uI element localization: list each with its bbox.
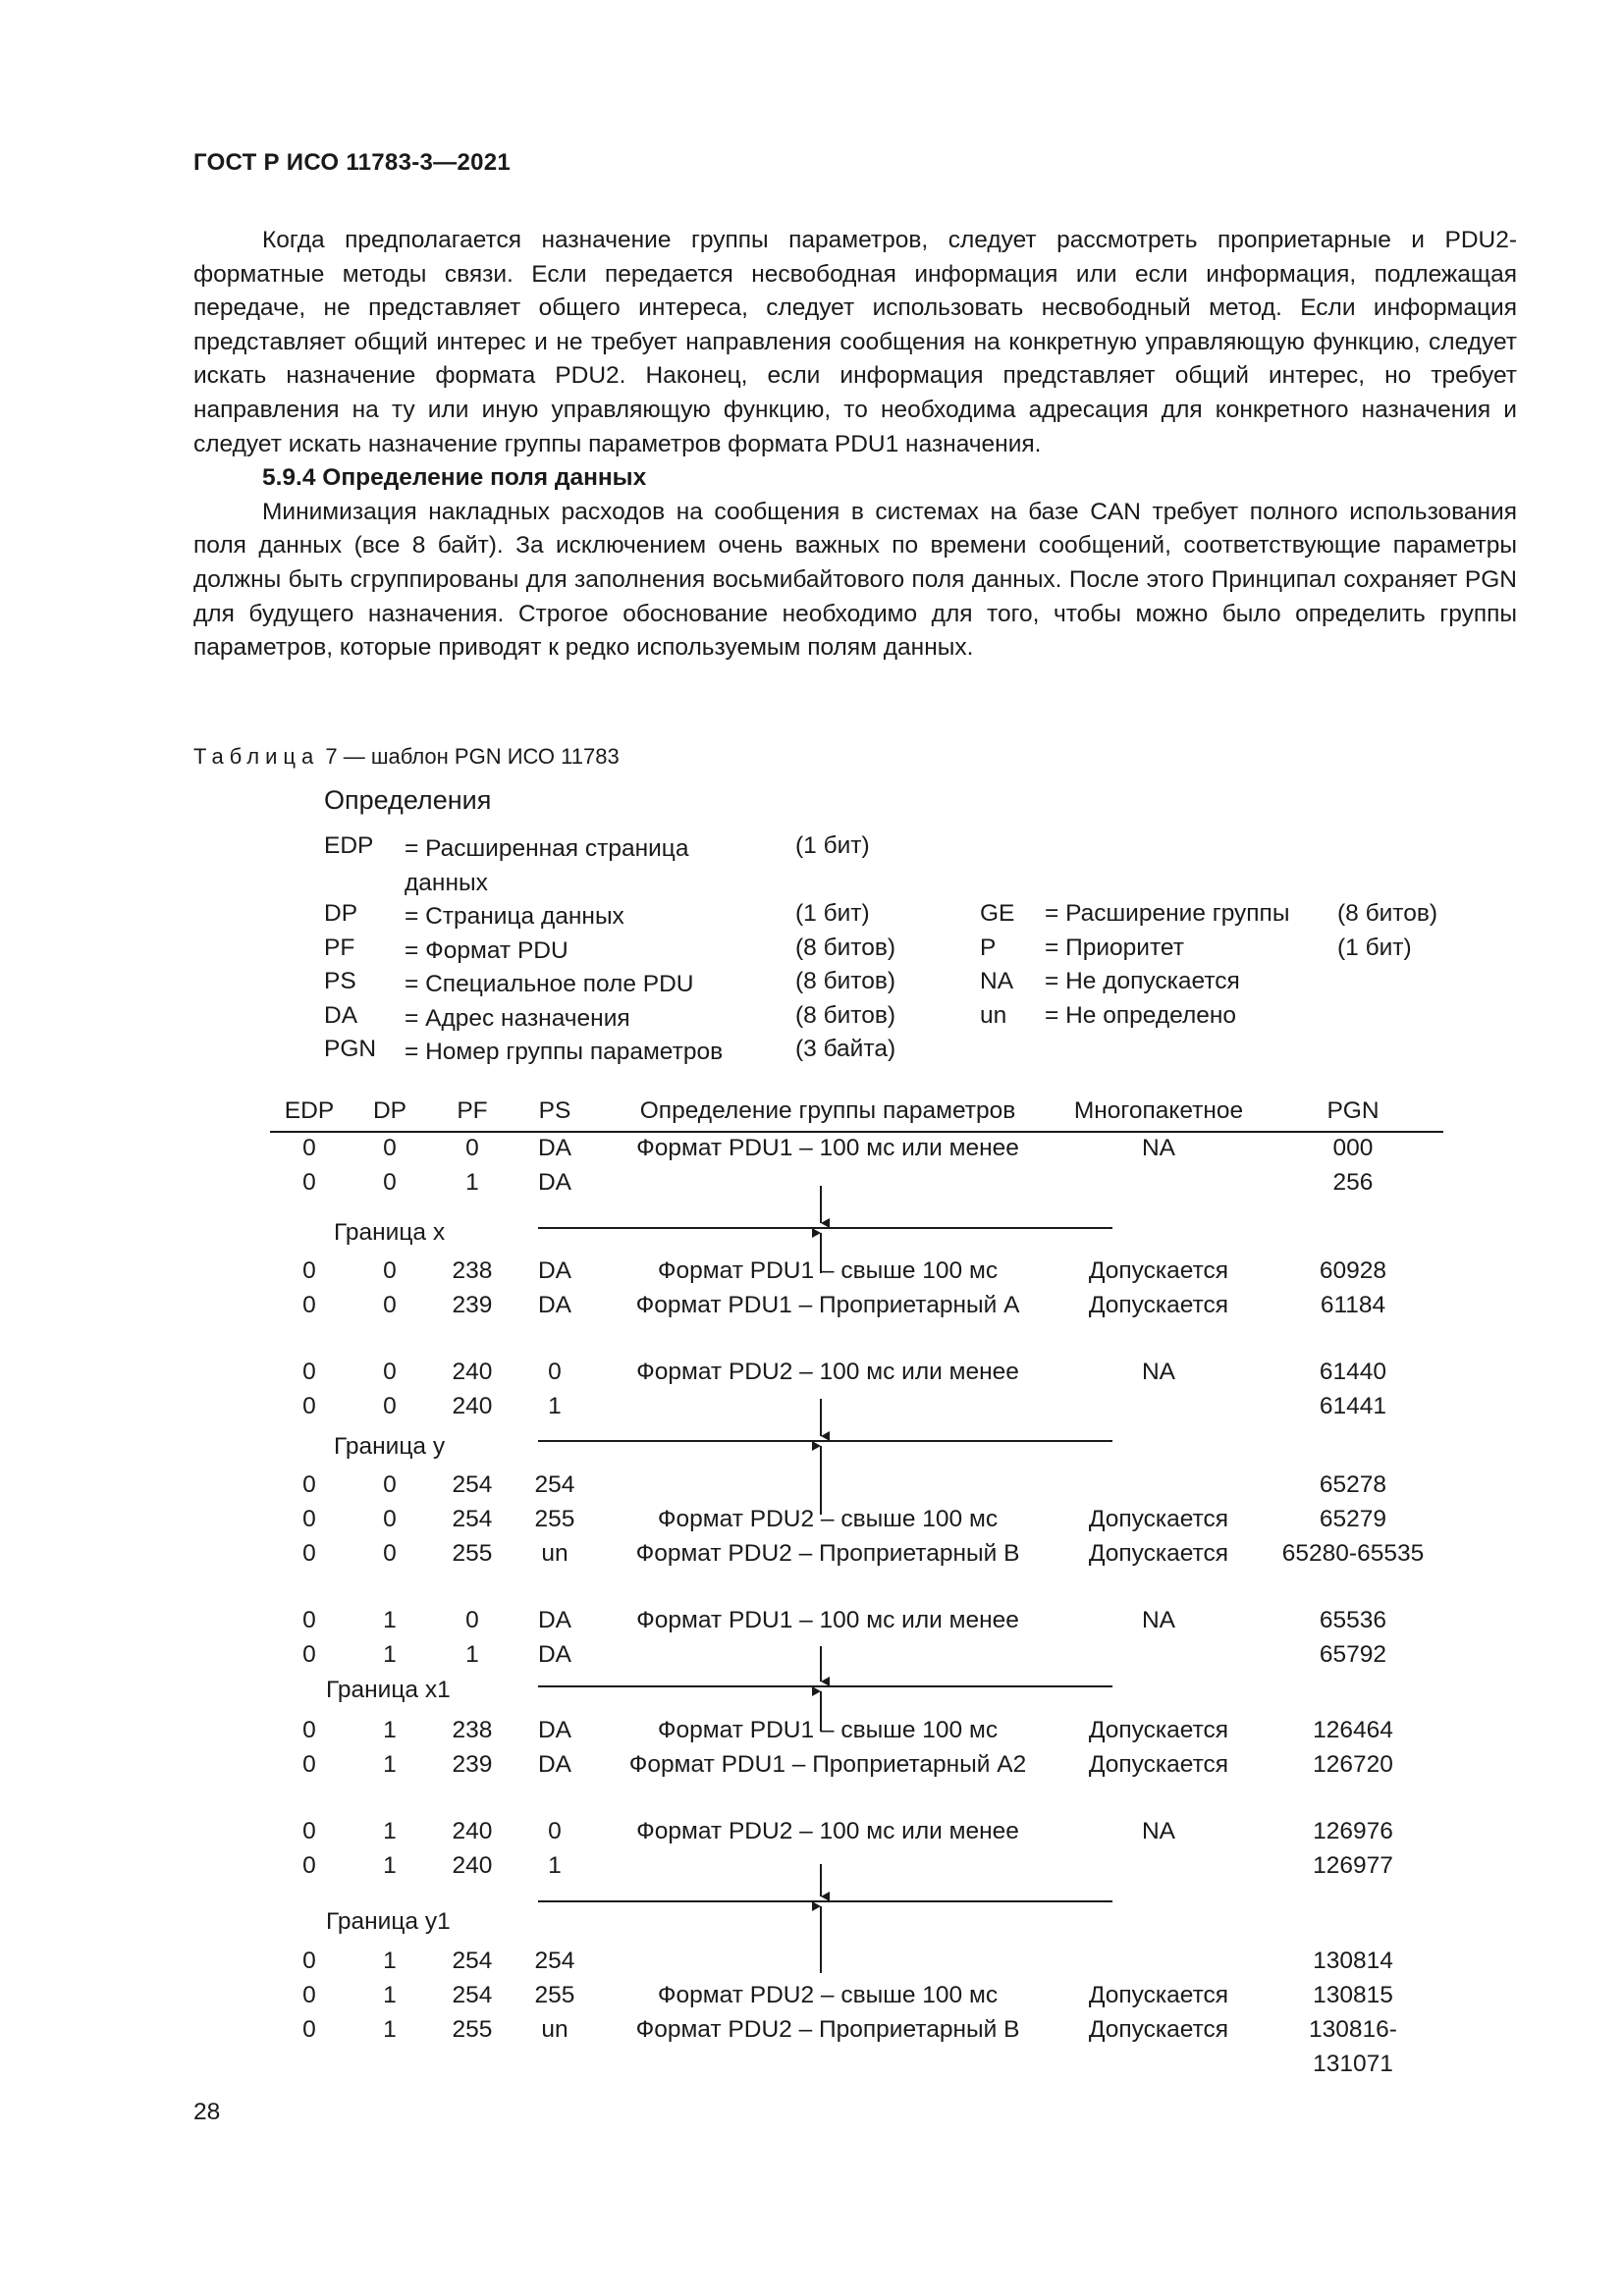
definition-bits: (8 битов) [1337, 900, 1438, 927]
table-cell-pf: 1 [465, 1641, 479, 1668]
table-cell-dp: 0 [383, 1540, 397, 1567]
table-cell-pgn: 126977 [1313, 1852, 1393, 1879]
definition-abbr: un [980, 1001, 1007, 1029]
table-cell-pgn: 61441 [1319, 1393, 1387, 1419]
definition-desc: = Специальное поле PDU [405, 971, 694, 997]
table-cell-multi: Допускается [1088, 1292, 1229, 1318]
table-cell-pf: 238 [452, 1257, 493, 1284]
table-cell-pgn: 130816- [1309, 2016, 1397, 2043]
paragraph-1: Когда предполагается назначение группы параметров, следует рассмотреть проприетарные и PDU2-форматные методы связи. Если передается несвободная информация или если информация, подлежащая передаче, не представляет общего интереса, следует использовать несвободный метод. Если информация представляет общий интерес и не требует направления сообщения на конкретную управляющую функцию, следует искать назначение формата PDU2. Наконец, если информация представляет общий интерес, но требует направления на ту или иную управляющую функцию, то необходима адресация для конкретного назначения и следует искать назначение группы параметров формата PDU1 назначения. [193, 227, 1517, 457]
table-cell-pf: 254 [452, 1982, 493, 2008]
table-cell-multi: Допускается [1088, 1751, 1229, 1778]
table-cell-dp: 1 [383, 1852, 397, 1879]
table-cell-pf: 0 [465, 1135, 479, 1161]
table-cell-pgn: 256 [1332, 1169, 1374, 1196]
table-cell-multi: NA [1141, 1607, 1176, 1633]
definition-bits: (8 битов) [795, 1001, 896, 1029]
table-cell-dp: 1 [383, 2016, 397, 2043]
table-cell-dp: 0 [383, 1393, 397, 1419]
table-cell-edp: 0 [302, 1717, 316, 1743]
table-cell-pgn: 000 [1332, 1135, 1374, 1161]
table-cell-pf: 255 [452, 1540, 493, 1567]
table-cell-ps: un [541, 2016, 568, 2043]
document-header: ГОСТ Р ИСО 11783-3—2021 [193, 149, 512, 176]
table-cell-ps: DA [537, 1135, 572, 1161]
table-cell-multi: Допускается [1088, 1506, 1229, 1532]
table-cell-pf: 1 [465, 1169, 479, 1196]
table-cell-pf: 240 [452, 1359, 493, 1385]
table-cell-edp: 0 [302, 1852, 316, 1879]
caption-prefix: Таблица [193, 744, 320, 769]
definition-abbr: GE [980, 900, 1015, 927]
table-cell-pgn: 65536 [1319, 1607, 1387, 1633]
table-cell-edp: 0 [302, 1257, 316, 1284]
definition-abbr: EDP [324, 832, 374, 859]
definition-bits: (8 битов) [795, 934, 896, 961]
table-cell-pf: 240 [452, 1852, 493, 1879]
table-cell-pgn: 61184 [1320, 1292, 1386, 1318]
column-header-dp: DP [372, 1097, 407, 1124]
paragraph-2: Минимизация накладных расходов на сообщения в системах на базе CAN требует полного использования поля данных (все 8 байт). За исключением очень важных по времени сообщений, соответствующие параметры должны быть сгруппированы для заполнения восьмибайтового поля данных. После этого Принципал сохраняет PGN для будущего назначения. Строгое обоснование необходимо для того, чтобы можно было определить группы параметров, которые приводят к редко используемым полям данных. [193, 498, 1517, 662]
table-cell-ps: 1 [548, 1852, 562, 1879]
table-cell-pf: 254 [452, 1506, 493, 1532]
table-cell-edp: 0 [302, 1506, 316, 1532]
table-cell-dp: 1 [383, 1948, 397, 1974]
table-cell-dp: 1 [383, 1818, 397, 1844]
table-cell-dp: 0 [383, 1292, 397, 1318]
definitions-title: Определения [324, 785, 492, 815]
table-cell-pf: 254 [452, 1948, 493, 1974]
table-cell-edp: 0 [302, 1818, 316, 1844]
table-cell-pgn: 126464 [1313, 1717, 1393, 1743]
table-cell-pgn: 65280-65535 [1281, 1540, 1425, 1567]
definition-desc: = Номер группы параметров [405, 1039, 724, 1065]
table-cell-dp: 0 [383, 1359, 397, 1385]
table-cell-pgn: 130815 [1313, 1982, 1393, 2008]
table-cell-edp: 0 [302, 1135, 316, 1161]
definition-abbr: P [980, 934, 997, 961]
table-cell-ps: DA [537, 1751, 572, 1778]
table-cell-pgn: 60928 [1319, 1257, 1387, 1284]
table-cell-ps: 255 [534, 1982, 575, 2008]
table-cell-ps: DA [537, 1292, 572, 1318]
table-cell-ps: un [541, 1540, 568, 1567]
definition-desc: = Приоритет [1045, 934, 1184, 961]
table-cell-def: Формат PDU2 – Проприетарный B [635, 1540, 1020, 1567]
definition-desc: = Расширение группы [1045, 900, 1290, 927]
table-cell-pf: 254 [452, 1471, 493, 1498]
table-cell-edp: 0 [302, 1540, 316, 1567]
definition-abbr: PF [324, 934, 355, 961]
table-cell-dp: 1 [383, 1751, 397, 1778]
definition-bits: (8 битов) [795, 968, 896, 994]
definition-bits: (3 байта) [795, 1036, 896, 1062]
table-cell-ps: DA [537, 1641, 572, 1668]
table-cell-pgn: 126976 [1313, 1818, 1393, 1844]
table-cell-pgn-continued: 131071 [1313, 2051, 1393, 2077]
table-cell-dp: 1 [383, 1982, 397, 2008]
table-cell-ps: 254 [534, 1948, 575, 1974]
definition-desc: = Формат PDU [405, 936, 568, 964]
table-cell-def: Формат PDU2 – 100 мс или менее [636, 1818, 1019, 1844]
table-cell-ps: DA [537, 1257, 572, 1284]
table-cell-multi: Допускается [1088, 2016, 1229, 2043]
table-cell-ps: 254 [534, 1471, 575, 1498]
table-cell-ps: DA [537, 1717, 572, 1743]
table-cell-dp: 1 [383, 1641, 397, 1668]
boundary-label: Граница y [334, 1433, 446, 1460]
section-heading: 5.9.4 Определение поля данных [262, 464, 647, 492]
table-cell-pgn: 65792 [1319, 1641, 1387, 1668]
table-cell-edp: 0 [302, 1948, 316, 1974]
table-cell-multi: Допускается [1088, 1257, 1229, 1284]
table-cell-edp: 0 [302, 1292, 316, 1318]
table-cell-multi: NA [1141, 1135, 1176, 1161]
boundary-label: Граница x1 [326, 1677, 451, 1703]
table-cell-edp: 0 [302, 1641, 316, 1668]
table-cell-def: Формат PDU1 – Проприетарный A [635, 1292, 1020, 1318]
table-cell-ps: DA [537, 1607, 572, 1633]
table-cell-ps: 0 [548, 1359, 562, 1385]
table-cell-dp: 0 [383, 1135, 397, 1161]
table-cell-edp: 0 [302, 1169, 316, 1196]
table-cell-ps: 1 [548, 1393, 562, 1419]
table-cell-pgn: 130814 [1313, 1948, 1393, 1974]
table-cell-edp: 0 [302, 1751, 316, 1778]
table-cell-dp: 0 [383, 1506, 397, 1532]
table-cell-pf: 240 [452, 1818, 493, 1844]
table-cell-pgn: 61440 [1319, 1359, 1387, 1385]
definition-abbr: PS [324, 968, 356, 994]
boundary-label: Граница x [334, 1219, 446, 1246]
column-header-multi: Многопакетное [1073, 1097, 1244, 1124]
table-cell-def: Формат PDU1 – свыше 100 мс [657, 1717, 999, 1743]
definition-desc: = Страница данных [405, 903, 624, 930]
column-header-pgn: PGN [1326, 1097, 1380, 1124]
table-cell-dp: 0 [383, 1169, 397, 1196]
definition-abbr: NA [980, 968, 1014, 994]
definition-abbr: DP [324, 900, 358, 927]
table-cell-ps: 0 [548, 1818, 562, 1844]
table-cell-multi: NA [1141, 1359, 1176, 1385]
definition-abbr: PGN [324, 1036, 377, 1062]
table-cell-def: Формат PDU1 – Проприетарный A2 [628, 1751, 1027, 1778]
definition-desc: = Адрес назначения [405, 1004, 630, 1032]
table-cell-edp: 0 [302, 2016, 316, 2043]
column-header-edp: EDP [284, 1097, 335, 1124]
table-cell-edp: 0 [302, 1607, 316, 1633]
table-cell-dp: 0 [383, 1471, 397, 1498]
definition-bits: (1 бит) [1337, 934, 1412, 961]
table-cell-ps: 255 [534, 1506, 575, 1532]
table-cell-edp: 0 [302, 1471, 316, 1498]
definition-bits: (1 бит) [795, 832, 870, 859]
table-cell-pf: 238 [452, 1717, 493, 1743]
table-cell-def: Формат PDU1 – 100 мс или менее [636, 1135, 1019, 1161]
table-cell-edp: 0 [302, 1359, 316, 1385]
table-cell-multi: Допускается [1088, 1717, 1229, 1743]
column-header-ps: PS [538, 1097, 571, 1124]
table-cell-pf: 239 [452, 1751, 493, 1778]
table-cell-ps: DA [537, 1169, 572, 1196]
table-cell-pf: 255 [452, 2016, 493, 2043]
table-cell-pf: 240 [452, 1393, 493, 1419]
table-cell-dp: 1 [383, 1607, 397, 1633]
table-cell-multi: Допускается [1088, 1540, 1229, 1567]
column-header-def: Определение группы параметров [639, 1097, 1016, 1124]
column-header-pf: PF [457, 1097, 488, 1124]
table-cell-def: Формат PDU2 – Проприетарный B [635, 2016, 1020, 2043]
table-cell-pgn: 126720 [1313, 1751, 1393, 1778]
table-cell-def: Формат PDU2 – свыше 100 мс [657, 1982, 999, 2008]
definition-bits: (1 бит) [795, 900, 870, 927]
table-cell-def: Формат PDU2 – свыше 100 мс [657, 1506, 999, 1532]
table-cell-pgn: 65279 [1319, 1506, 1387, 1532]
definition-desc: = Не допускается [1045, 968, 1240, 994]
table-cell-dp: 1 [383, 1717, 397, 1743]
table-cell-def: Формат PDU1 – 100 мс или менее [636, 1607, 1019, 1633]
boundary-label: Граница y1 [326, 1908, 451, 1935]
table-cell-pgn: 65278 [1319, 1471, 1387, 1498]
page-number: 28 [193, 2099, 221, 2125]
table-cell-pf: 0 [465, 1607, 479, 1633]
caption-text: 7 — шаблон PGN ИСО 11783 [319, 744, 620, 769]
table-cell-dp: 0 [383, 1257, 397, 1284]
table-cell-multi: Допускается [1088, 1982, 1229, 2008]
table-cell-def: Формат PDU2 – 100 мс или менее [636, 1359, 1019, 1385]
table-cell-def: Формат PDU1 – свыше 100 мс [657, 1257, 999, 1284]
table-cell-edp: 0 [302, 1982, 316, 2008]
table-cell-multi: NA [1141, 1818, 1176, 1844]
table-cell-pf: 239 [452, 1292, 493, 1318]
definition-desc: = Не определено [1045, 1001, 1237, 1029]
definition-desc: = Расширенная страница данных [405, 835, 689, 896]
definition-abbr: DA [324, 1001, 358, 1029]
table-cell-edp: 0 [302, 1393, 316, 1419]
